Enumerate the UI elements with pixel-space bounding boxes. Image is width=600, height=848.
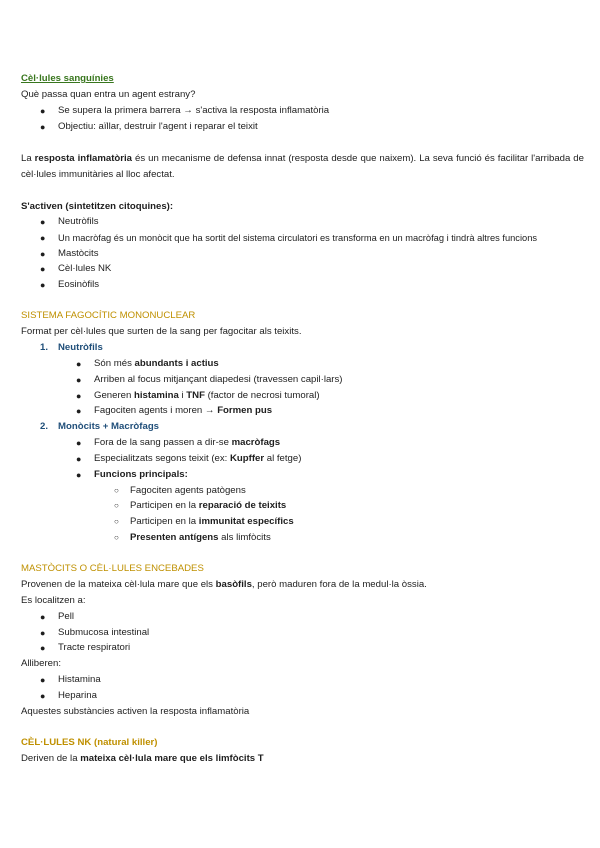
list-item: Fagociten agents i moren → Formen pus [94, 405, 273, 416]
list-item: Arriben al focus mitjançant diapedesi (travessen capil·lars) [94, 374, 343, 385]
section-title-cells: Cèl·lules sanguínies [21, 73, 114, 84]
paragraph-inflammatory-response: La resposta inflamatòria és un mecanisme de defensa innat (resposta desde que naixem). La seva funció és facilitar l'arribada de cèl·lules immunitàries al lloc afectat. [21, 153, 584, 180]
numbered-heading-neutrophils: Neutròfils [58, 342, 103, 353]
bullet: ● [40, 233, 46, 243]
activen-title: S'activen (sintetitzen citoquines): [21, 201, 174, 212]
bullet: ● [40, 643, 46, 653]
closing-line: Aquestes substàncies activen la resposta inflamatòria [21, 706, 250, 717]
list-item: Eosinòfils [58, 279, 100, 290]
bullet: ● [76, 406, 82, 416]
circle-bullet: ○ [114, 533, 119, 542]
list-item: Heparina [58, 690, 97, 701]
section-title-mastocytes: MASTÒCITS O CÈL·LULES ENCEBADES [21, 563, 204, 574]
release-label: Alliberen: [21, 658, 61, 669]
bullet: ● [40, 217, 46, 227]
bullet: ● [76, 470, 82, 480]
list-item: Especialitzats segons teixit (ex: Kupffer al fetge) [94, 453, 302, 464]
bullet: ● [40, 249, 46, 259]
list-item: Se supera la primera barrera → s'activa la resposta inflamatòria [58, 105, 330, 116]
sub-list-item: Participen en la immunitat específics [130, 516, 294, 527]
list-item: Són més abundants i actius [94, 358, 219, 369]
sub-list-item: Fagociten agents patògens [130, 485, 246, 496]
section-title-mononuclear: SISTEMA FAGOCÍTIC MONONUCLEAR [21, 310, 196, 321]
circle-bullet: ○ [114, 501, 119, 510]
section-intro: Provenen de la mateixa cèl·lula mare que els basòfils, però maduren fora de la medul·la òssia. [21, 579, 427, 590]
bullet: ● [76, 391, 82, 401]
bullet: ● [76, 359, 82, 369]
bullet: ● [40, 691, 46, 701]
list-item: Cèl·lules NK [58, 263, 112, 274]
bullet: ● [40, 675, 46, 685]
sub-list-item: Participen en la reparació de teixits [130, 500, 287, 511]
list-item: Neutròfils [58, 216, 99, 227]
bullet: ● [40, 628, 46, 638]
location-label: Es localitzen a: [21, 595, 86, 606]
circle-bullet: ○ [114, 486, 119, 495]
bullet: ● [40, 612, 46, 622]
list-item: Objectiu: aïllar, destruir l'agent i reparar el teixit [58, 121, 258, 132]
list-number: 2. [40, 421, 49, 432]
bullet: ● [76, 454, 82, 464]
section-title-nk-cells: CÈL·LULES NK (natural killer) [21, 737, 158, 748]
list-item: Un macròfag és un monòcit que ha sortit del sistema circulatori es transforma en un macròfag i tindrà altres funcions [58, 233, 538, 243]
list-item: Pell [58, 611, 74, 622]
bullet: ● [76, 438, 82, 448]
list-item: Funcions principals: [94, 469, 188, 480]
bullet: ● [40, 122, 46, 132]
section-intro: Format per cèl·lules que surten de la sang per fagocitar als teixits. [21, 326, 302, 337]
list-item: Tracte respiratori [58, 642, 131, 653]
sub-list-item: Presenten antígens als limfòcits [130, 532, 271, 543]
nk-description: Deriven de la mateixa cèl·lula mare que els limfòcits T [21, 753, 264, 764]
list-item: Histamina [58, 674, 101, 685]
numbered-heading-monocytes: Monòcits + Macròfags [58, 421, 160, 432]
circle-bullet: ○ [114, 517, 119, 526]
bullet: ● [76, 375, 82, 385]
list-item: Submucosa intestinal [58, 627, 150, 638]
list-item: Mastòcits [58, 248, 99, 259]
bullet: ● [40, 264, 46, 274]
list-item: Generen histamina i TNF (factor de necrosi tumoral) [94, 390, 320, 401]
list-number: 1. [40, 342, 49, 353]
list-item: Fora de la sang passen a dir-se macròfags [94, 437, 281, 448]
question-line: Què passa quan entra un agent estrany? [21, 89, 196, 100]
bullet: ● [40, 106, 46, 116]
bullet: ● [40, 280, 46, 290]
